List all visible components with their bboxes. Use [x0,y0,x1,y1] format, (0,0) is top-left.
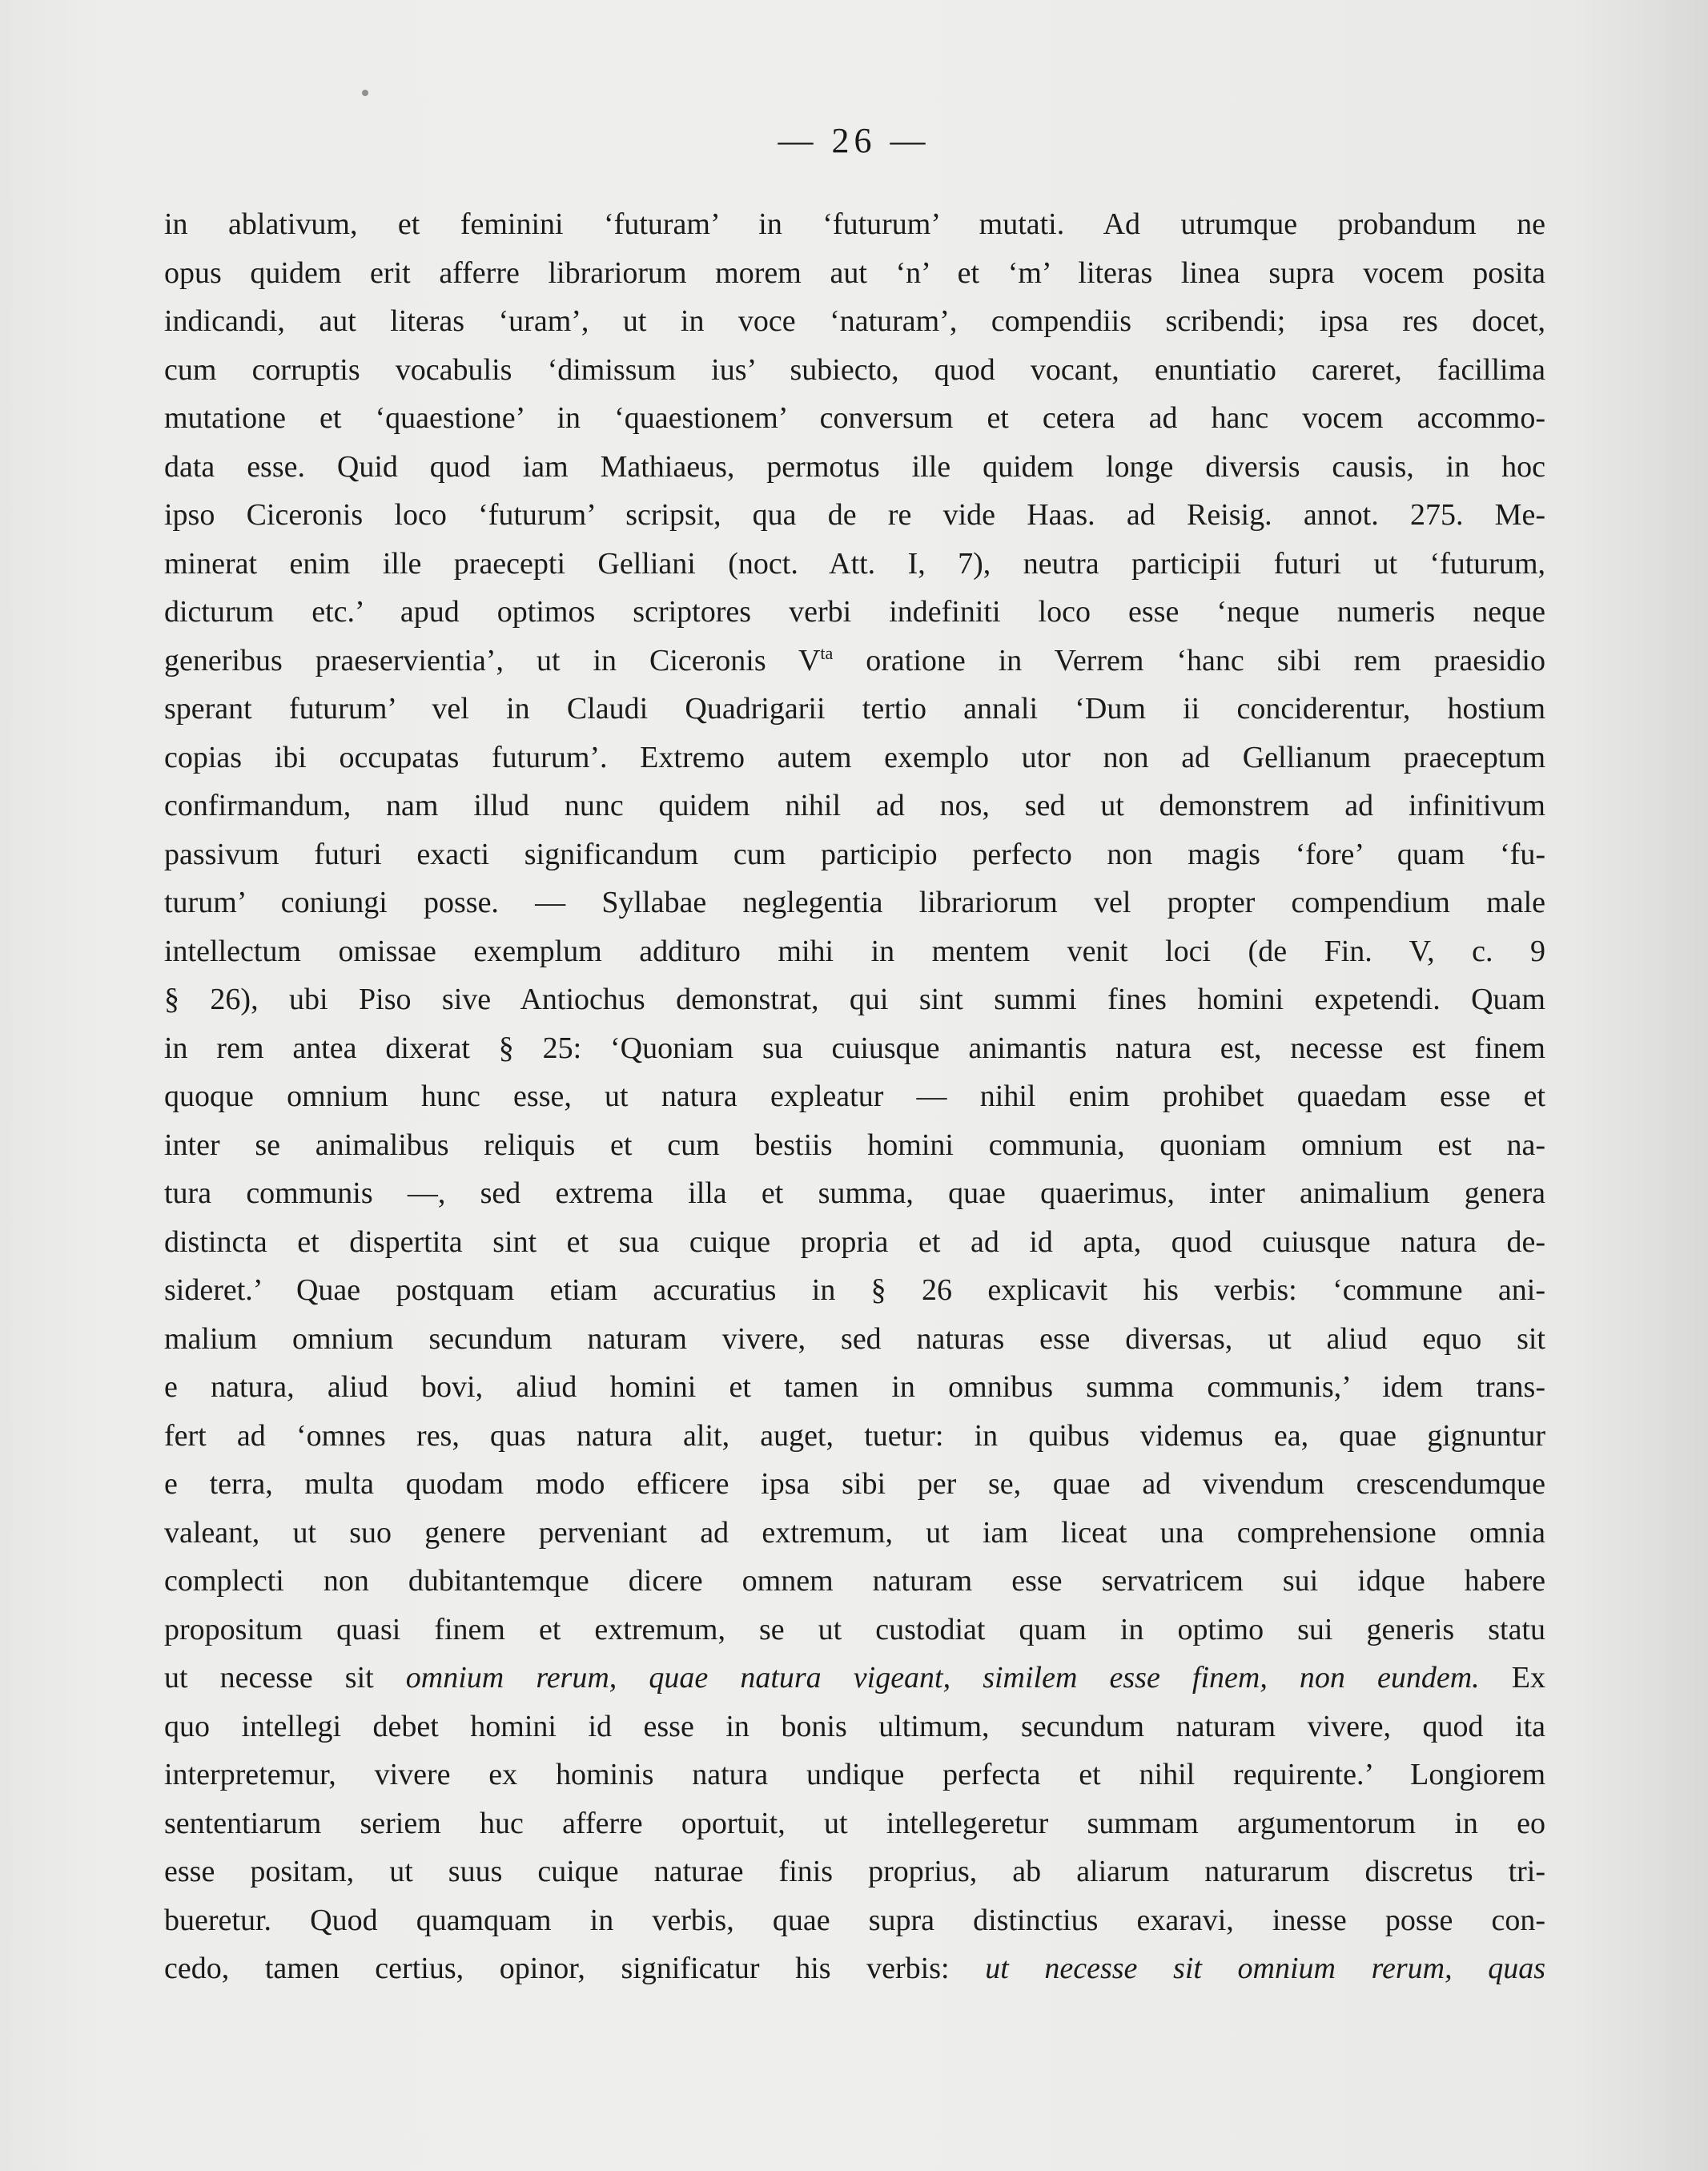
text-line: interpretemur, vivere ex hominis natura undique perfecta et nihil requirente.’ Longiorem [164,1758,1545,1791]
ink-spot [362,90,368,96]
text-line: § 26), ubi Piso sive Antiochus demonstrat, qui sint summi fines homini expetendi. Quam [164,983,1545,1016]
text-line: ut necesse sit omnium rerum, quae natura vigeant, similem esse finem, non eundem. Ex [164,1661,1545,1695]
text-line: ipso Ciceronis loco ‘futurum’ scripsit, qua de re vide Haas. ad Reisig. annot. 275. Me- [164,498,1545,532]
text-line: dicturum etc.’ apud optimos scriptores verbi indefiniti loco esse ‘neque numeris neque [164,595,1545,629]
text-line: quoque omnium hunc esse, ut natura expleatur — nihil enim prohibet quaedam esse et [164,1079,1545,1113]
text-line: tura communis —, sed extrema illa et summa, quae quaerimus, inter animalium genera [164,1176,1545,1210]
text-line: in ablativum, et feminini ‘futuram’ in ‘futurum’ mutati. Ad utrumque probandum ne [164,207,1545,241]
text-line: cedo, tamen certius, opinor, significatur his verbis: ut necesse sit omnium rerum, quas [164,1952,1545,1985]
text-line: turum’ coniungi posse. — Syllabae neglegentia librariorum vel propter compendium male [164,886,1545,919]
text-line: inter se animalibus reliquis et cum bestiis homini communia, quoniam omnium est na- [164,1128,1545,1162]
text-line: in rem antea dixerat § 25: ‘Quoniam sua cuiusque animantis natura est, necesse est finem [164,1031,1545,1065]
page-number: — 26 — [778,121,930,160]
text-line: e natura, aliud bovi, aliud homini et tamen in omnibus summa communis,’ idem trans- [164,1370,1545,1404]
text-line: mutatione et ‘quaestione’ in ‘quaestionem’ conversum et cetera ad hanc vocem accommo- [164,401,1545,435]
italic-quote: omnium rerum, quae natura vigeant, similem esse finem, non eundem. [405,1661,1480,1695]
text-line: esse positam, ut suus cuique naturae finis proprius, ab aliarum naturarum discretus tri- [164,1855,1545,1888]
text-line: propositum quasi finem et extremum, se ut custodiat quam in optimo sui generis statu [164,1612,1545,1646]
text-line: opus quidem erit afferre librariorum morem aut ‘n’ et ‘m’ literas linea supra vocem posita [164,255,1545,290]
text-line: sideret.’ Quae postquam etiam accuratius in § 26 explicavit his verbis: ‘commune ani- [164,1273,1545,1307]
text-line: complecti non dubitantemque dicere omnem naturam esse servatricem sui idque habere [164,1564,1545,1598]
text-line: bueretur. Quod quamquam in verbis, quae supra distinctius exaravi, inesse posse con- [164,1903,1545,1937]
text-line: e terra, multa quodam modo efficere ipsa sibi per se, quae ad vivendum crescendumque [164,1467,1545,1501]
text-line: generibus praeservientia’, ut in Ciceronis $V^{ta}$ oratione in Verrem ‘hanc sibi rem praesidio [164,642,1545,677]
italic-quote: ut necesse sit omnium rerum, quas [985,1952,1545,1985]
text-line: intellectum omissae exemplum addituro mihi in mentem venit loci (de Fin. V, c. 9 [164,934,1545,968]
text-line: distincta et dispertita sint et sua cuique propria et ad id apta, quod cuiusque natura de- [164,1224,1545,1259]
text-line: minerat enim ille praecepti Gelliani (noct. Att. I, 7), neutra participii futuri ut ‘futurum, [164,546,1545,581]
text-line: indicandi, aut literas ‘uram’, ut in voce ‘naturam’, compendiis scribendi; ipsa res docet, [164,304,1545,338]
text-line: data esse. Quid quod iam Mathiaeus, permotus ille quidem longe diversis causis, in hoc [164,449,1545,484]
text-line: passivum futuri exacti significandum cum participio perfecto non magis ‘fore’ quam ‘fu- [164,837,1545,871]
text-line: sperant futurum’ vel in Claudi Quadrigarii tertio annali ‘Dum ii conciderentur, hostium [164,692,1545,726]
body-text [164,200,1545,1993]
text-line: fert ad ‘omnes res, quas natura alit, auget, tuetur: in quibus videmus ea, quae gignuntur [164,1418,1545,1453]
text-line: quo intellegi debet homini id esse in bonis ultimum, secundum naturam vivere, quod ita [164,1709,1545,1743]
text-line: malium omnium secundum naturam vivere, sed naturas esse diversas, ut aliud equo sit [164,1321,1545,1356]
text-line: confirmandum, nam illud nunc quidem nihil ad nos, sed ut demonstrem ad infinitivum [164,789,1545,822]
text-line: copias ibi occupatas futurum’. Extremo autem exemplo utor non ad Gellianum praeceptum [164,740,1545,774]
text-line: sententiarum seriem huc afferre oportuit, ut intellegeretur summam argumentorum in eo [164,1806,1545,1840]
superscript: ta [820,642,834,663]
text-line: cum corruptis vocabulis ‘dimissum ius’ subiecto, quod vocant, enuntiatio careret, facillima [164,352,1545,387]
text-line: valeant, ut suo genere perveniant ad extremum, ut iam liceat una comprehensione omnia [164,1515,1545,1550]
